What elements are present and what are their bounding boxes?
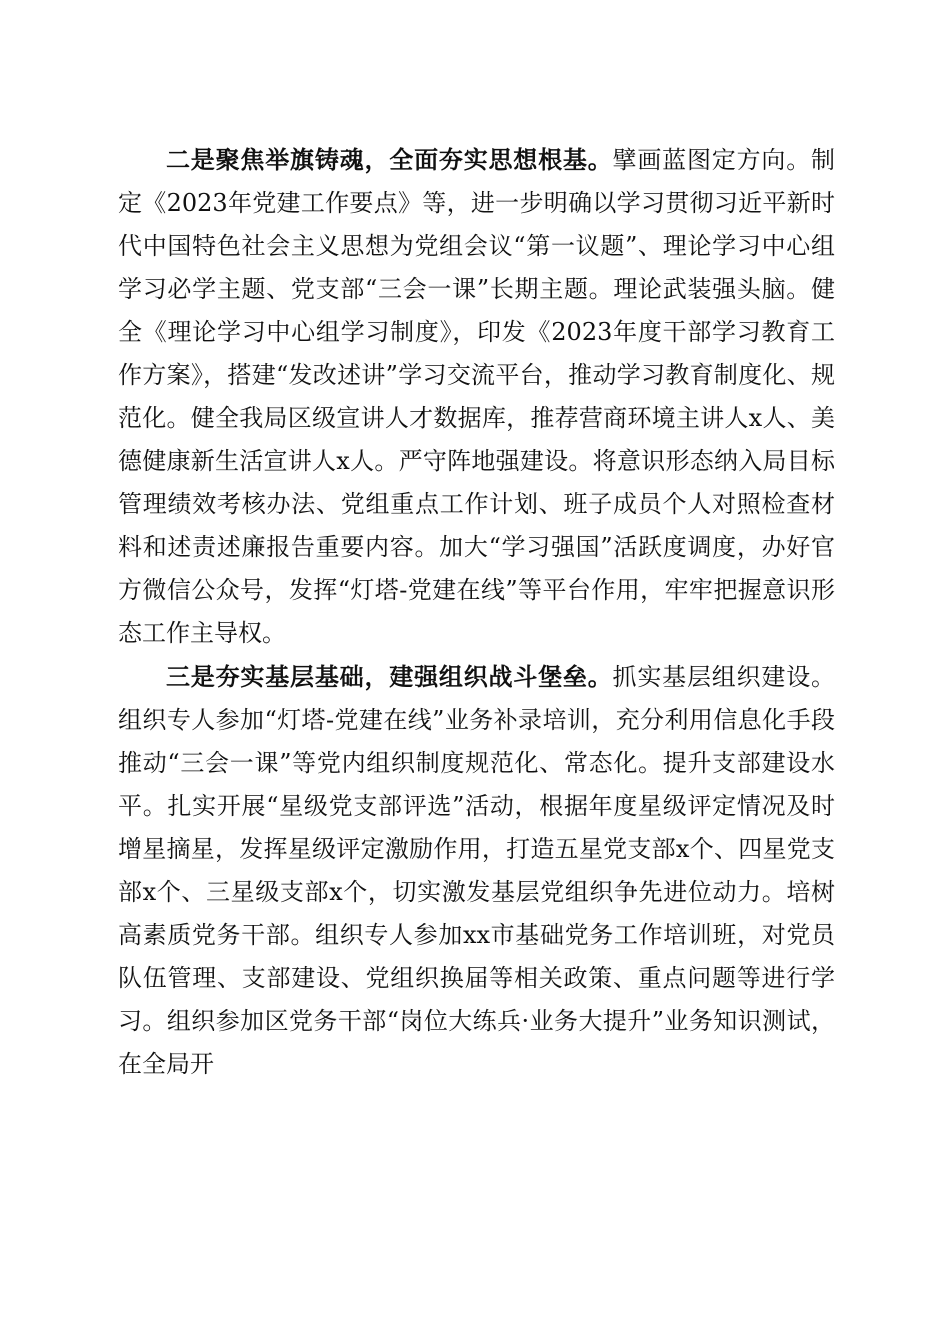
paragraph-ideology	[118, 138, 835, 655]
paragraph-lead-heading: 二是聚焦举旗铸魂，全面夯实思想根基。	[166, 145, 613, 174]
document-body	[118, 138, 835, 1086]
paragraph-lead-heading: 三是夯实基层基础，建强组织战斗堡垒。	[166, 662, 613, 691]
paragraph-body-text: 抓实基层组织建设。组织专人参加“灯塔-党建在线”业务补录培训，充分利用信息化手段推动“三会一课”等党内组织制度规范化、常态化。提升支部建设水平。扎实开展“星级党支部评选”活动，根据年度星级评定情况及时增星摘星，发挥星级评定激励作用，打造五星党支部x个、四星党支部x个、三星级支部x个，切实激发基层党组织争先进位动力。培树高素质党务干部。组织专人参加xx市基础党务工作培训班，对党员队伍管理、支部建设、党组织换届等相关政策、重点问题等进行学习。组织参加区党务干部“岗位大练兵·业务大提升”业务知识测试，在全局开	[118, 663, 836, 1078]
paragraph-organization	[118, 655, 835, 1086]
paragraph-body-text: 擘画蓝图定方向。制定《2023年党建工作要点》等，进一步明确以学习贯彻习近平新时代中国特色社会主义思想为党组会议“第一议题”、理论学习中心组学习必学主题、党支部“三会一课”长期主题。理论武装强头脑。健全《理论学习中心组学习制度》，印发《2023年度干部学习教育工作方案》，搭建“发改述讲”学习交流平台，推动学习教育制度化、规范化。健全我局区级宣讲人才数据库，推荐营商环境主讲人x人、美德健康新生活宣讲人x人。严守阵地强建设。将意识形态纳入局目标管理绩效考核办法、党组重点工作计划、班子成员个人对照检查材料和述责述廉报告重要内容。加大“学习强国”活跃度调度，办好官方微信公众号，发挥“灯塔-党建在线”等平台作用，牢牢把握意识形态工作主导权。	[118, 146, 836, 647]
